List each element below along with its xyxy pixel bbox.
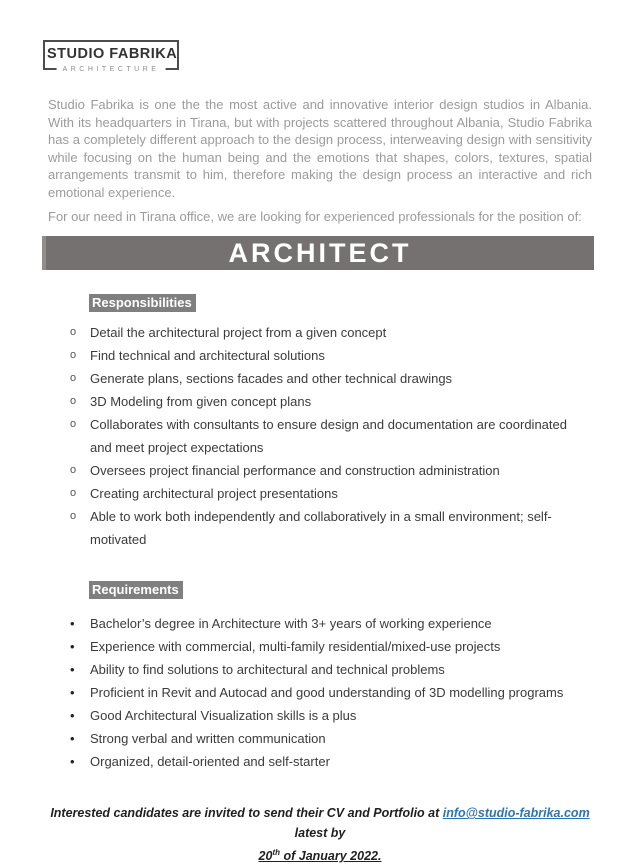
bullet-marker: o <box>70 395 77 407</box>
section-requirements <box>48 581 592 773</box>
list-item-text: Bachelor’s degree in Architecture with 3+ years of working experience <box>90 616 492 631</box>
responsibilities-heading: Responsibilities <box>89 294 196 312</box>
intro-paragraph: Studio Fabrika is one the the most active and innovative interior design studios in Albania. With its headquarters in Tirana, but with projects scattered throughout Albania, Studio Fabrika has a completely different approach to the design process, interweaving design with sensitivity while focusing on the human being and the emotions that shapes, colors, textures, spatial arrangements transmit to him, therefore making the design process an interactive and rich emotional experience. <box>48 97 592 200</box>
list-item-text: 3D Modeling from given concept plans <box>90 394 312 409</box>
responsibilities-list <box>48 321 592 551</box>
deadline-date: 20th of January 2022. <box>258 848 382 864</box>
list-item <box>48 390 592 413</box>
bullet-marker: • <box>70 685 75 700</box>
logo-title: STUDIO FABRIKA <box>47 46 178 62</box>
list-item <box>48 612 592 635</box>
list-item-text: Generate plans, sections facades and other technical drawings <box>90 371 453 386</box>
email-link[interactable]: info@studio-fabrika.com <box>442 806 590 820</box>
footer-text-before-email: Interested candidates are invited to send their CV and Portfolio at <box>50 806 443 820</box>
list-item-text: Good Architectural Visualization skills is a plus <box>90 708 357 723</box>
list-item <box>48 505 592 551</box>
list-item-text: Detail the architectural project from a given concept <box>90 325 387 340</box>
bullet-marker: o <box>70 487 77 499</box>
requirements-heading: Requirements <box>89 581 183 599</box>
list-item-text: Oversees project financial performance and construction administration <box>90 463 500 478</box>
bullet-marker: o <box>70 349 77 361</box>
list-item <box>48 367 592 390</box>
list-item-text: Able to work both independently and collaboratively in a small environment; self-motivated <box>90 509 552 547</box>
section-responsibilities <box>48 294 592 551</box>
bullet-marker: • <box>70 616 75 631</box>
list-item <box>48 635 592 658</box>
bullet-marker: o <box>70 464 77 476</box>
bullet-marker: • <box>70 731 75 746</box>
list-item <box>48 704 592 727</box>
list-item <box>48 459 592 482</box>
bullet-marker: • <box>70 662 75 677</box>
bullet-marker: • <box>70 754 75 769</box>
list-item-text: Organized, detail-oriented and self-starter <box>90 754 330 769</box>
list-item <box>48 727 592 750</box>
job-title: ARCHITECT <box>228 237 412 268</box>
list-item <box>48 321 592 344</box>
list-item-text: Experience with commercial, multi-family residential/mixed-use projects <box>90 639 501 654</box>
logo-subtitle: ARCHITECTURE <box>57 66 166 73</box>
list-item <box>48 413 592 459</box>
list-item <box>48 344 592 367</box>
bullet-marker: o <box>70 418 77 430</box>
list-item-text: Ability to find solutions to architectural and technical problems <box>90 662 445 677</box>
job-title-banner <box>42 236 594 270</box>
bullet-marker: o <box>70 326 77 338</box>
footer-text-after-email: latest by <box>294 826 346 840</box>
list-item-text: Collaborates with consultants to ensure design and documentation are coordinated and meet project expectations <box>90 417 567 455</box>
bullet-marker: • <box>70 708 75 723</box>
company-logo <box>43 40 179 73</box>
list-item-text: Find technical and architectural solutions <box>90 348 325 363</box>
list-item <box>48 658 592 681</box>
list-item <box>48 482 592 505</box>
bullet-marker: o <box>70 372 77 384</box>
position-line: For our need in Tirana office, we are looking for experienced professionals for the position of: <box>48 209 582 224</box>
list-item <box>48 681 592 704</box>
list-item-text: Strong verbal and written communication <box>90 731 326 746</box>
list-item-text: Proficient in Revit and Autocad and good understanding of 3D modelling programs <box>90 685 564 700</box>
requirements-list <box>48 612 592 773</box>
list-item <box>48 750 592 773</box>
bullet-marker: • <box>70 639 75 654</box>
bullet-marker: o <box>70 510 77 522</box>
list-item-text: Creating architectural project presentations <box>90 486 338 501</box>
